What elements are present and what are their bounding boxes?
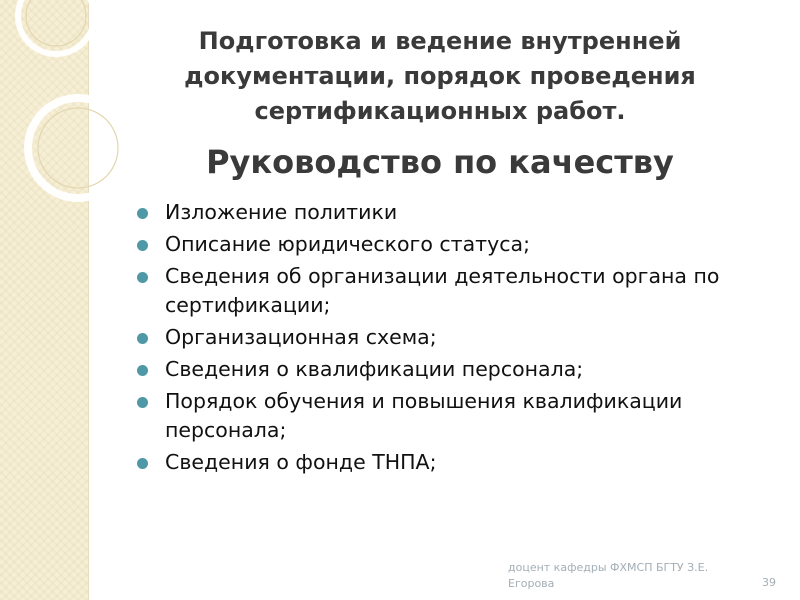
bullet-dot-icon [137,240,148,251]
title-line: документации, порядок проведения [184,62,696,90]
bullet-item [135,262,775,320]
bullet-item [135,198,775,227]
bullet-dot-icon [137,333,148,344]
bullet-text: Организационная схема; [165,325,437,349]
bullet-text: Сведения об организации деятельности органа по сертификации; [165,264,720,317]
bullet-text: Сведения о фонде ТНПА; [165,450,437,474]
bullet-dot-icon [137,458,148,469]
bullet-item [135,387,775,445]
bullet-dot-icon [137,365,148,376]
bullet-text: Изложение политики [165,200,398,224]
bullet-item [135,355,775,384]
bullet-item [135,448,775,477]
ring-top-inner [26,0,86,46]
title-line: Подготовка и ведение внутренней [198,27,682,55]
bullet-dot-icon [137,272,148,283]
bullet-item [135,323,775,352]
bullet-item [135,230,775,259]
bullet-text: Описание юридического статуса; [165,232,530,256]
slide-subtitle: Руководство по качеству [206,143,674,181]
bullet-text: Порядок обучения и повышения квалификации персонала; [165,389,683,442]
footer-author: доцент кафедры ФХМСП БГТУ З.Е. Егорова [508,561,709,590]
page-number: 39 [762,576,776,589]
bullet-dot-icon [137,208,148,219]
ring-bottom-inner [38,108,118,188]
ring-bottom [28,98,128,198]
decorative-rings [0,0,140,220]
title-line: сертификационных работ. [254,97,626,125]
slide-title [150,24,730,129]
bullet-text: Сведения о квалификации персонала; [165,357,584,381]
bullet-dot-icon [137,397,148,408]
bullet-list [135,198,775,480]
